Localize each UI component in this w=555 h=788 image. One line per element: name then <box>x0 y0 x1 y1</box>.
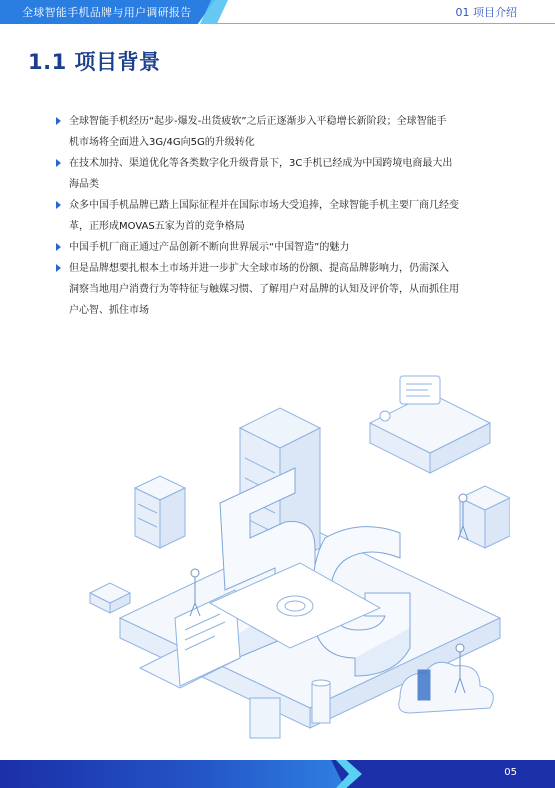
bullet-triangle-icon <box>56 117 61 125</box>
header-divider <box>215 23 555 24</box>
section-label: 01 项目介绍 <box>455 6 517 19</box>
bullet-line: 洞察当地用户消费行为等特征与触媒习惯、了解用户对品牌的认知及评价等，从而抓住用 <box>69 284 459 295</box>
bullet-line: 中国手机厂商正通过产品创新不断向世界展示“中国智造”的魅力 <box>69 242 350 253</box>
bullet-line: 户心智、抓住市场 <box>69 305 149 316</box>
bullet-line: 革，正形成MOVAS五家为首的竞争格局 <box>69 221 245 232</box>
bullet-item <box>56 237 488 258</box>
bullet-triangle-icon <box>56 243 61 251</box>
bullet-triangle-icon <box>56 264 61 272</box>
bullet-line: 众多中国手机品牌已踏上国际征程并在国际市场大受追捧，全球智能手机主要厂商几经变 <box>69 200 459 211</box>
bullet-item <box>56 111 488 153</box>
bullet-triangle-icon <box>56 201 61 209</box>
page-title: 1.1 项目背景 <box>28 50 161 74</box>
background-bullet-list <box>56 111 488 321</box>
bullet-line: 机市场将全面进入3G/4G向5G的升级转化 <box>69 137 255 148</box>
bullet-line: 海品类 <box>69 179 99 190</box>
5g-isometric-illustration <box>80 368 510 758</box>
bullet-triangle-icon <box>56 159 61 167</box>
bullet-line: 在技术加持、渠道优化等各类数字化升级背景下，3C手机已经成为中国跨境电商最大出 <box>69 158 453 169</box>
bullet-line: 但是品牌想要扎根本土市场并进一步扩大全球市场的份额、提高品牌影响力，仍需深入 <box>69 263 449 274</box>
bullet-item <box>56 258 488 321</box>
bullet-item <box>56 153 488 195</box>
bullet-item <box>56 195 488 237</box>
page-number: 05 <box>504 767 517 778</box>
report-title: 全球智能手机品牌与用户调研报告 <box>22 6 192 19</box>
footer-gradient <box>0 760 345 788</box>
header-band <box>0 0 555 24</box>
router-box-left <box>90 583 130 613</box>
bullet-line: 全球智能手机经历“起步-爆发-出货疲软”之后正逐渐步入平稳增长新阶段；全球智能手 <box>69 116 447 127</box>
server-stack-left <box>135 476 185 548</box>
upper-right-platform <box>370 376 490 473</box>
